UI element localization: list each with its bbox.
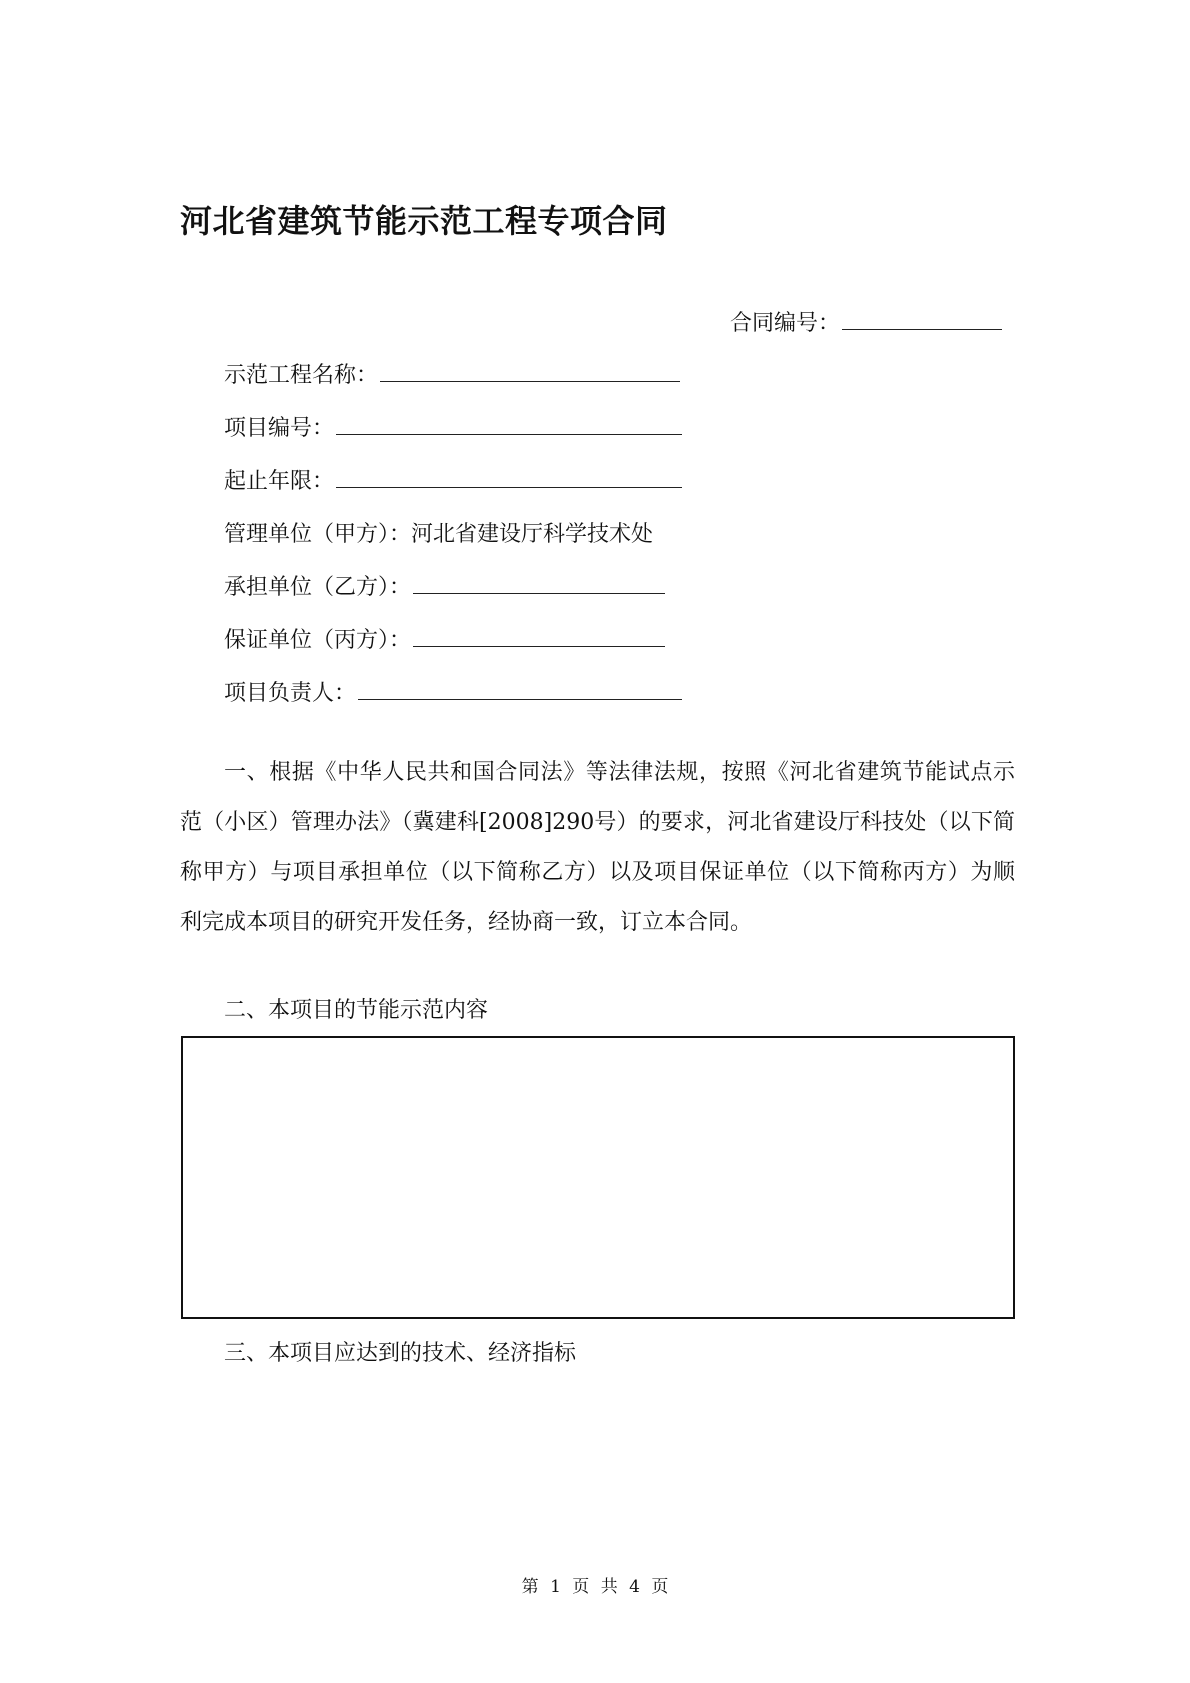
field-row-party-a [224,517,682,570]
contract-info-fields [224,358,682,729]
field-row-project-number [224,411,682,464]
contract-number-label: 合同编号： [730,311,841,336]
section-2-heading: 二、本项目的节能示范内容 [224,998,489,1023]
field-label: 保证单位（丙方）： [224,628,412,653]
field-label: 示范工程名称： [224,363,379,388]
field-row-party-c [224,623,682,676]
project-leader-blank[interactable] [358,677,682,700]
clause-1-paragraph: 一、根据《中华人民共和国合同法》等法律法规，按照《河北省建筑节能试点示范（小区）管理办法》（冀建科[2008]290号）的要求，河北省建设厅科技处（以下简称甲方）与项目承担单位（以下简称乙方）以及项目保证单位（以下简称丙方）为顺利完成本项目的研究开发任务，经协商一致，订立本合同。 [180,760,1015,935]
party-a-value: 河北省建设厅科学技术处 [411,522,654,547]
project-number-blank[interactable] [336,412,682,435]
contract-number-blank[interactable] [842,307,1002,330]
field-row-project-name [224,358,682,411]
project-name-blank[interactable] [380,359,680,382]
field-label: 管理单位（甲方）： [224,522,412,547]
field-row-project-leader [224,676,682,729]
field-label: 承担单位（乙方）： [224,575,412,600]
party-b-blank[interactable] [413,571,665,594]
duration-blank[interactable] [336,465,682,488]
energy-saving-content-box[interactable] [181,1036,1015,1319]
field-row-duration [224,464,682,517]
field-row-party-b [224,570,682,623]
field-label: 项目编号： [224,416,335,441]
contract-number-row [730,306,1002,337]
document-title: 河北省建筑节能示范工程专项合同 [180,202,668,240]
page-number-footer: 第 1 页 共 4 页 [521,1577,669,1597]
field-label: 起止年限： [224,469,335,494]
field-label: 项目负责人： [224,681,357,706]
section-3-heading: 三、本项目应达到的技术、经济指标 [224,1341,577,1366]
party-c-blank[interactable] [413,624,665,647]
